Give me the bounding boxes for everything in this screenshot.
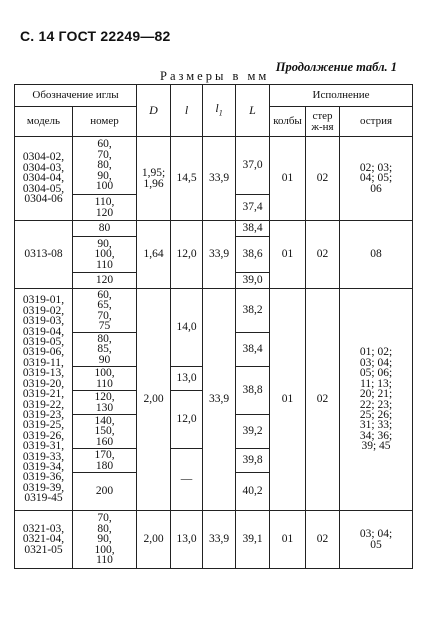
number-line: 90, <box>97 533 112 546</box>
model-line: 0319-05, <box>22 336 65 349</box>
tip-line: 25; 26; <box>359 408 393 421</box>
model-cell <box>15 221 73 289</box>
tip-line: 20; 21; <box>359 388 393 401</box>
model-cell <box>15 137 73 221</box>
units-note: Размеры в мм <box>160 69 270 83</box>
number-line: 80, <box>97 332 112 345</box>
number-line: 160 <box>95 435 114 448</box>
l1-cell: 33,9 <box>203 137 236 221</box>
L-cell: 37,0 <box>236 137 270 195</box>
L-cell: 39,8 <box>236 449 270 473</box>
l1-cell: 33,9 <box>203 221 236 289</box>
l-cell: 14,5 <box>171 137 203 221</box>
l1-cell: 33,9 <box>203 289 236 511</box>
flask-cell: 01 <box>270 511 306 569</box>
col-l-header: l <box>171 85 203 137</box>
number-cell <box>73 237 137 273</box>
number-line: 100 <box>95 180 114 193</box>
table-row <box>15 289 413 333</box>
flask-cell: 01 <box>270 137 306 221</box>
model-line: 0313-08 <box>24 248 63 261</box>
L-cell: 40,2 <box>236 473 270 511</box>
tip-line: 05 <box>370 538 382 551</box>
L-cell: 38,8 <box>236 367 270 415</box>
model-line: 0321-03, <box>22 522 65 535</box>
tip-line: 03; 04; <box>359 528 393 541</box>
col-D-header: D <box>137 85 171 137</box>
number-cell <box>73 391 137 415</box>
l-cell: 12,0 <box>171 391 203 449</box>
tip-line: 02; 03; <box>359 161 393 174</box>
number-line: 120, <box>94 391 115 404</box>
rod-cell: 02 <box>306 289 340 511</box>
number-line: 80, <box>97 159 112 172</box>
L-cell: 38,4 <box>236 333 270 367</box>
model-line: 0319-21, <box>22 388 65 401</box>
number-cell: 200 <box>73 473 137 511</box>
l-cell: 14,0 <box>171 289 203 367</box>
model-line: 0319-31, <box>22 440 65 453</box>
number-line: 70, <box>97 512 112 525</box>
number-line: 70, <box>97 148 112 161</box>
tip-line: 31; 33; <box>359 419 393 432</box>
model-cell <box>15 289 73 511</box>
L-cell: 37,4 <box>236 195 270 221</box>
flask-cell: 01 <box>270 289 306 511</box>
D-cell: 2,00 <box>137 289 171 511</box>
number-line: 85, <box>97 343 112 356</box>
number-line: 70, <box>97 309 112 322</box>
model-line: 0319-13, <box>22 367 65 380</box>
number-line: 80, <box>97 522 112 535</box>
number-line: 170, <box>94 449 115 462</box>
number-line: 110 <box>96 258 113 271</box>
model-line: 0319-03, <box>22 315 65 328</box>
rod-cell: 02 <box>306 511 340 569</box>
D-line: 1,95; <box>141 167 166 180</box>
l-cell: — <box>171 449 203 511</box>
number-cell <box>73 367 137 391</box>
tip-line: 05; 06; <box>359 367 393 380</box>
D-cell: 2,00 <box>137 511 171 569</box>
tip-header: острия <box>340 107 413 137</box>
l-cell: 12,0 <box>171 221 203 289</box>
L-cell: 39,0 <box>236 273 270 289</box>
flask-cell: 01 <box>270 221 306 289</box>
number-line: 60, <box>97 138 112 151</box>
model-line: 0304-06 <box>24 193 63 206</box>
designation-header: Обозначение иглы <box>15 85 137 107</box>
model-line: 0304-02, <box>22 151 65 164</box>
D-cell: 1,64 <box>137 221 171 289</box>
table-row <box>15 137 413 195</box>
model-line: 0319-39, <box>22 481 65 494</box>
number-cell <box>73 415 137 449</box>
rod-cell: 02 <box>306 137 340 221</box>
number-line: 75 <box>98 319 111 332</box>
number-cell <box>73 511 137 569</box>
number-line: 90, <box>97 237 112 250</box>
number-cell: 80 <box>73 221 137 237</box>
number-line: 140, <box>94 414 115 427</box>
model-line: 0319-26, <box>22 429 65 442</box>
tip-cell <box>340 289 413 511</box>
tip-line: 22; 23; <box>359 398 393 411</box>
D-line: 1,96 <box>143 177 164 190</box>
l1-cell: 33,9 <box>203 511 236 569</box>
number-line: 110 <box>96 554 113 567</box>
tip-cell: 08 <box>340 221 413 289</box>
model-line: 0319-34, <box>22 460 65 473</box>
model-line: 0319-25, <box>22 419 65 432</box>
number-line: 90 <box>98 353 111 366</box>
number-line: 120 <box>95 206 114 219</box>
model-line: 0319-01, <box>22 294 65 307</box>
model-line: 0319-02, <box>22 304 65 317</box>
model-line: 0321-04, <box>22 533 65 546</box>
l-cell: 13,0 <box>171 367 203 391</box>
tip-line: 39; 45 <box>361 440 391 453</box>
number-cell <box>73 333 137 367</box>
needle-dimensions-table <box>14 84 413 569</box>
table-row <box>15 511 413 569</box>
l-cell: 13,0 <box>171 511 203 569</box>
L-cell: 39,1 <box>236 511 270 569</box>
table-continuation-note: Продолжение табл. 1 <box>275 60 397 74</box>
number-line: 110, <box>94 196 115 209</box>
number-cell <box>73 289 137 333</box>
number-cell: 120 <box>73 273 137 289</box>
number-cell <box>73 137 137 195</box>
col-l1-header <box>203 85 236 137</box>
model-line: 0319-45 <box>24 492 63 505</box>
model-line: 0319-11, <box>23 356 64 369</box>
model-line: 0304-04, <box>22 172 65 185</box>
model-line: 0304-05, <box>22 182 65 195</box>
L-cell: 38,4 <box>236 221 270 237</box>
flask-header: колбы <box>270 107 306 137</box>
tip-line: 03; 04; <box>359 356 393 369</box>
model-line: 0304-03, <box>22 161 65 174</box>
number-line: 60, <box>97 288 112 301</box>
tip-line: 06 <box>370 182 382 195</box>
rod-header: стерж-ня <box>306 107 340 137</box>
execution-header: Исполнение <box>270 85 413 107</box>
L-cell: 38,6 <box>236 237 270 273</box>
model-line: 0319-06, <box>22 346 65 359</box>
model-header: модель <box>15 107 73 137</box>
number-line: 100, <box>94 248 115 261</box>
model-line: 0321-05 <box>24 543 63 556</box>
number-cell <box>73 195 137 221</box>
L-cell: 38,2 <box>236 289 270 333</box>
model-line: 0319-04, <box>22 325 65 338</box>
number-line: 100, <box>94 543 115 556</box>
col-l1-letter: l <box>215 100 219 115</box>
tip-line: 04; 05; <box>359 172 393 185</box>
model-line: 0319-20, <box>22 377 65 390</box>
header-row-1 <box>15 85 413 107</box>
model-cell <box>15 511 73 569</box>
model-line: 0319-33, <box>22 450 65 463</box>
number-cell <box>73 449 137 473</box>
col-l1-subscript: 1 <box>218 108 223 118</box>
number-header: номер <box>73 107 137 137</box>
number-line: 150, <box>94 425 115 438</box>
number-line: 65, <box>97 299 112 312</box>
number-line: 110 <box>96 377 113 390</box>
model-line: 0319-22, <box>22 398 65 411</box>
model-line: 0319-36, <box>22 471 65 484</box>
L-cell: 39,2 <box>236 415 270 449</box>
number-line: 130 <box>95 401 114 414</box>
page-header: С. 14 ГОСТ 22249—82 <box>20 28 171 44</box>
tip-line: 11; 13; <box>360 377 392 390</box>
number-line: 180 <box>95 459 114 472</box>
number-line: 100, <box>94 367 115 380</box>
model-line: 0319-23, <box>22 408 65 421</box>
rod-cell: 02 <box>306 221 340 289</box>
D-cell <box>137 137 171 221</box>
tip-line: 34; 36; <box>359 429 393 442</box>
table-row <box>15 221 413 237</box>
tip-cell <box>340 511 413 569</box>
tip-line: 01; 02; <box>359 346 393 359</box>
tip-cell <box>340 137 413 221</box>
number-line: 90, <box>97 169 112 182</box>
col-L-header: L <box>236 85 270 137</box>
